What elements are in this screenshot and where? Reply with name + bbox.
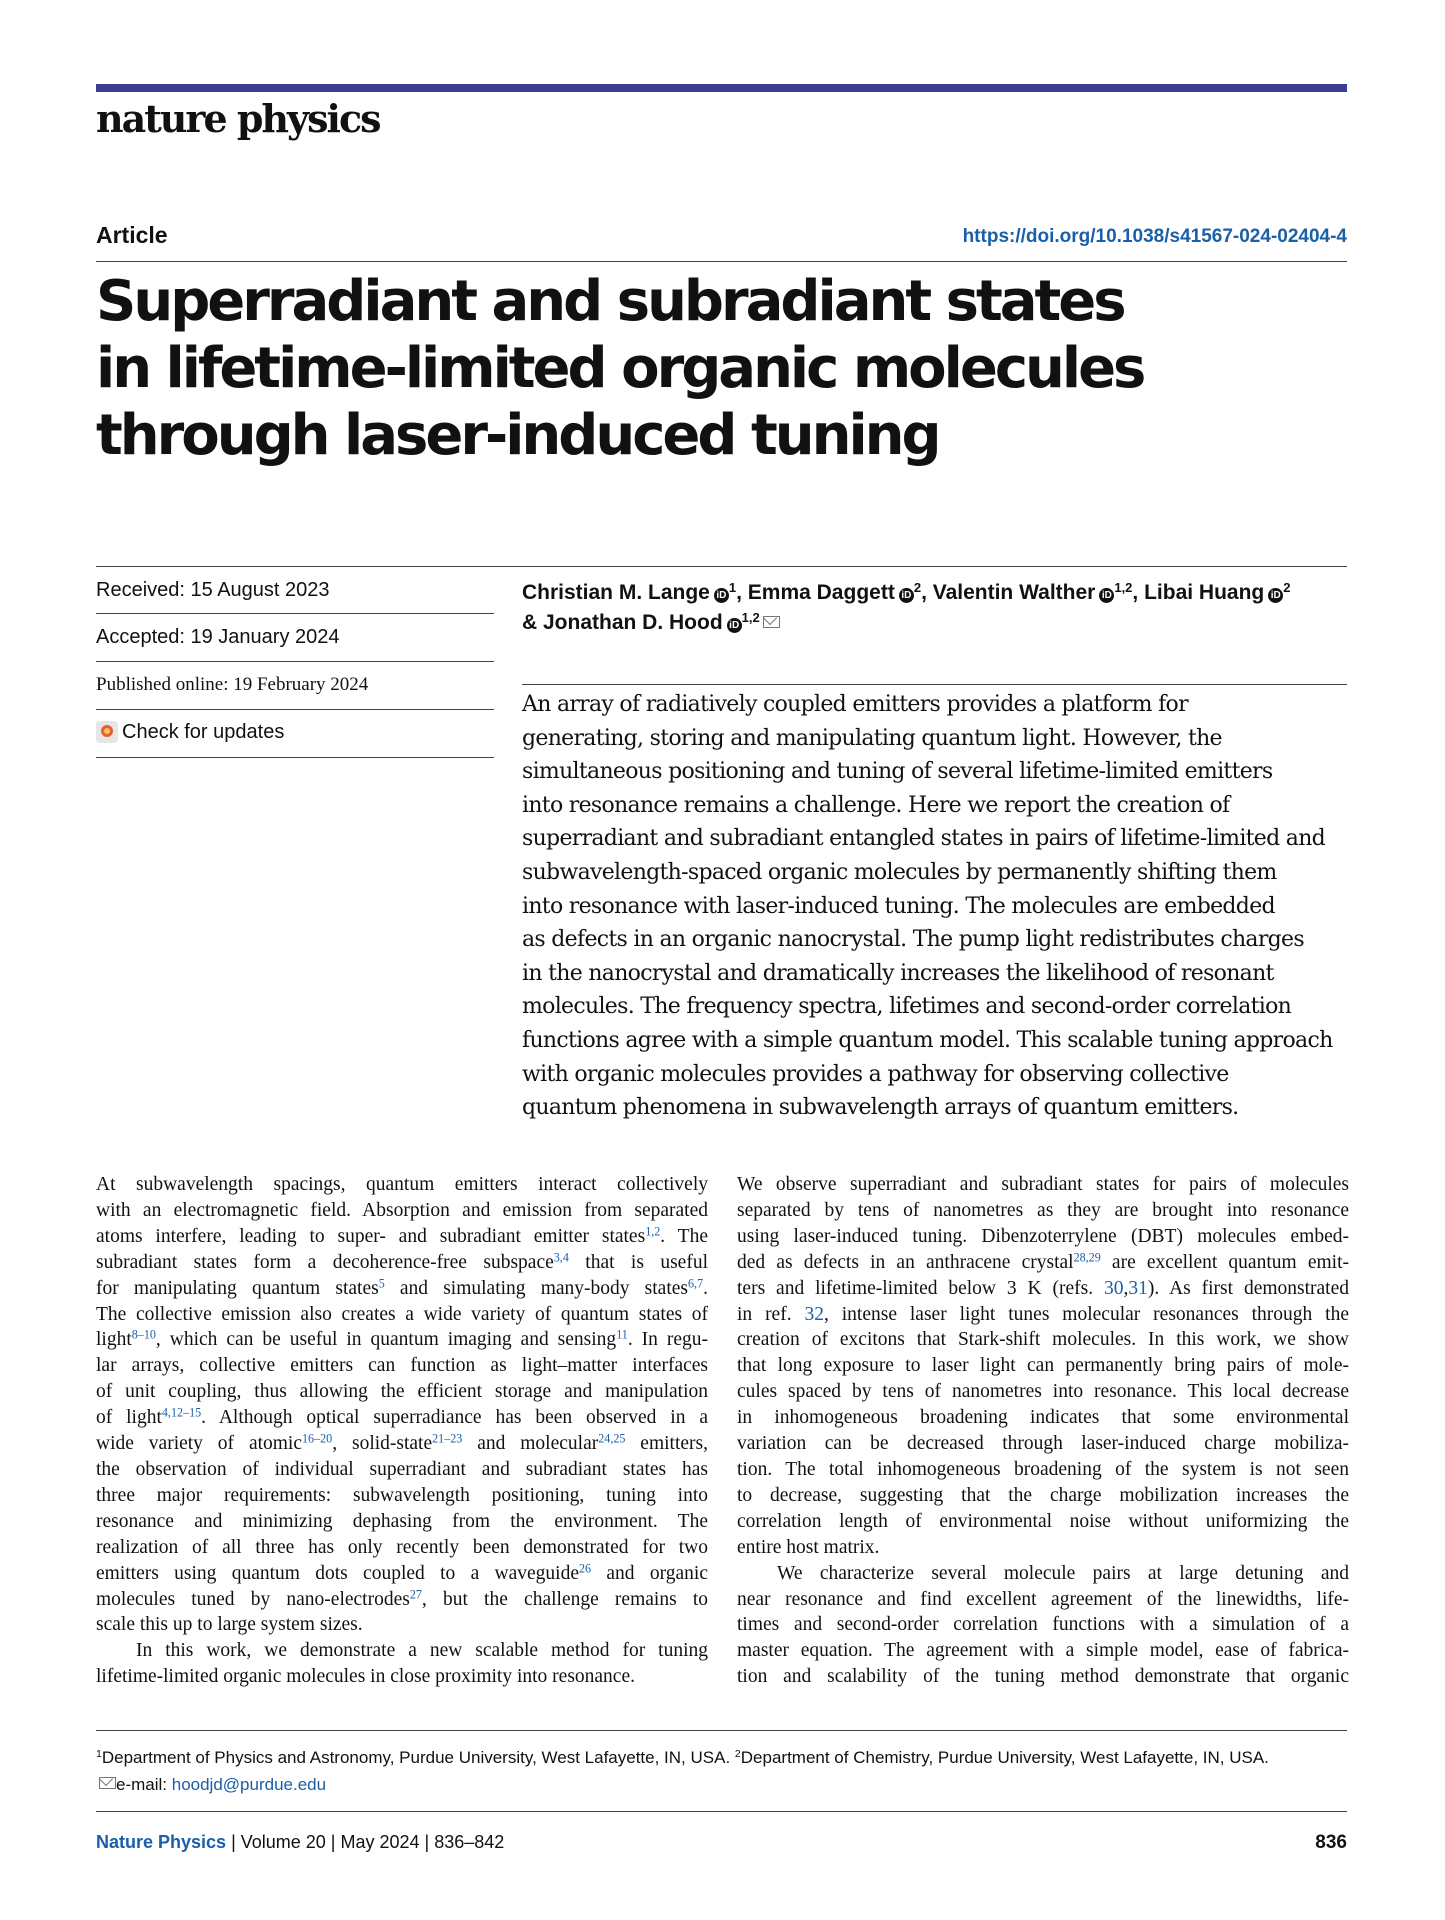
- body-line: tion and scalability of the tuning method demonstrate that organic: [737, 1666, 1349, 1688]
- orcid-icon[interactable]: iD: [1268, 588, 1283, 603]
- author-name: Jonathan D. Hood: [543, 611, 723, 634]
- divider: [96, 613, 494, 614]
- orcid-icon[interactable]: iD: [1099, 588, 1114, 603]
- citation-link[interactable]: 32: [804, 1303, 824, 1325]
- body-line: for manipulating quantum states$^5$ and simulating many-body states$^{6,7}$.: [96, 1275, 708, 1299]
- abstract-line: molecules. The frequency spectra, lifetimes and second-order correlation: [522, 994, 1292, 1020]
- body-line: in inhomogeneous broadening indicates that some environmental: [737, 1407, 1349, 1429]
- check-updates-icon: [96, 721, 118, 743]
- abstract-line: generating, storing and manipulating quantum light. However, the: [522, 725, 1222, 751]
- author-affiliation: 2: [1283, 579, 1291, 595]
- footer-journal[interactable]: Nature Physics: [96, 1832, 227, 1852]
- page-footer: [96, 1832, 1347, 1853]
- body-line: molecules tuned by nano-electrodes$^{27}$, but the challenge remains to: [96, 1586, 708, 1610]
- body-line: atoms interfere, leading to super- and subradiant emitter states$^{1,2}$. The: [96, 1224, 708, 1247]
- body-line: ters and lifetime-limited below 3 K (refs. 30,31). As first demonstrated: [737, 1277, 1349, 1299]
- author-affiliation: 1,2: [741, 609, 760, 625]
- divider: [96, 1811, 1347, 1812]
- divider: [96, 661, 494, 662]
- orcid-icon[interactable]: iD: [899, 588, 914, 603]
- divider: [96, 566, 1347, 567]
- abstract-line: functions agree with a simple quantum model. This scalable tuning approach: [522, 1027, 1333, 1053]
- abstract-line: with organic molecules provides a pathway for observing collective: [522, 1061, 1229, 1087]
- abstract-line: into resonance remains a challenge. Here we report the creation of: [522, 792, 1230, 818]
- article-type: Article: [96, 222, 168, 248]
- page-number: 836: [1315, 1832, 1347, 1853]
- envelope-icon[interactable]: [763, 616, 780, 628]
- body-line: that long exposure to laser light can permanently bring pairs of mole-: [737, 1355, 1349, 1377]
- body-line: We observe superradiant and subradiant states for pairs of molecules: [737, 1174, 1349, 1195]
- body-line: with an electromagnetic field. Absorption and emission from separated: [96, 1199, 708, 1221]
- footnote: [96, 1744, 1356, 1798]
- check-updates-label: Check for updates: [122, 721, 285, 743]
- body-line: creation of excitons that Stark-shift molecules. In this work, we show: [737, 1329, 1349, 1351]
- orcid-icon[interactable]: iD: [727, 618, 742, 633]
- citation-link[interactable]: 11: [616, 1327, 628, 1342]
- author-name: Valentin Walther: [932, 581, 1096, 604]
- body-line: At subwavelength spacings, quantum emitters interact collectively: [96, 1174, 708, 1195]
- body-line: cules spaced by tens of nanometres into resonance. This local decrease: [737, 1381, 1349, 1403]
- abstract-line: superradiant and subradiant entangled states in pairs of lifetime-limited and: [522, 826, 1326, 852]
- body-line: tion. The total inhomogeneous broadening of the system is not seen: [737, 1458, 1349, 1480]
- body-line: of light$^{4,12-15}$. Although optical superradiance has been observed in a: [96, 1405, 709, 1429]
- footer-issue: | Volume 20 | May 2024 | 836–842: [226, 1832, 505, 1852]
- divider: [96, 261, 1347, 262]
- orcid-icon[interactable]: iD: [714, 588, 729, 603]
- body-line: resonance and minimizing dephasing from the environment. The: [96, 1510, 708, 1532]
- citation-link[interactable]: 24,25: [598, 1431, 626, 1446]
- divider: [522, 684, 1347, 685]
- published-date: Published online: 19 February 2024: [96, 674, 369, 695]
- divider: [96, 757, 494, 758]
- body-line: wide variety of atomic$^{16-20}$, solid-state$^{21-23}$ and molecular$^{24,25}$ emitters,: [96, 1431, 708, 1455]
- abstract-line: quantum phenomena in subwavelength arrays of quantum emitters.: [522, 1095, 1239, 1121]
- citation-link[interactable]: 28,29: [1073, 1250, 1101, 1265]
- citation-link[interactable]: 8–10: [131, 1327, 156, 1342]
- author-affiliation: 1,2: [1114, 579, 1133, 595]
- body-line: correlation length of environmental noise without uniformizing the: [737, 1510, 1349, 1532]
- citation-link[interactable]: 31: [1128, 1277, 1148, 1299]
- header-bar: [96, 84, 1347, 92]
- doi-link[interactable]: https://doi.org/10.1038/s41567-024-02404-4: [962, 226, 1347, 247]
- abstract-line: simultaneous positioning and tuning of several lifetime-limited emitters: [522, 759, 1273, 785]
- body-line: to decrease, suggesting that the charge mobilization increases the: [737, 1484, 1349, 1506]
- body-line: scale this up to large system sizes.: [96, 1614, 363, 1636]
- email-link[interactable]: hoodjd@purdue.edu: [171, 1775, 327, 1794]
- body-line: entire host matrix.: [737, 1536, 880, 1558]
- body-line: in ref. 32, intense laser light tunes molecular resonances through the: [737, 1303, 1349, 1325]
- title-line: in lifetime-limited organic molecules: [96, 336, 1144, 401]
- body-line: the observation of individual superradiant and subradiant states has: [96, 1458, 708, 1480]
- title-line: Superradiant and subradiant states: [96, 269, 1124, 334]
- check-updates-button[interactable]: [96, 721, 284, 744]
- abstract-line: into resonance with laser-induced tuning. The molecules are embedded: [522, 893, 1275, 919]
- abstract: [522, 688, 1350, 1125]
- abstract-line: An array of radiatively coupled emitters provides a platform for: [522, 692, 1188, 717]
- body-line: of unit coupling, thus allowing the efficient storage and manipulation: [96, 1381, 708, 1403]
- accepted-date: Accepted: 19 January 2024: [96, 626, 340, 648]
- title-line: through laser-induced tuning: [96, 403, 939, 468]
- body-column-right: [737, 1172, 1349, 1690]
- envelope-icon: [99, 1777, 116, 1789]
- body-line: emitters using quantum dots coupled to a waveguide$^{26}$ and organic: [96, 1560, 708, 1584]
- body-line: master equation. The agreement with a simple model, ease of fabrica-: [737, 1640, 1349, 1662]
- citation-link[interactable]: 3,4: [553, 1250, 569, 1265]
- body-line: The collective emission also creates a wide variety of quantum states of: [96, 1303, 708, 1325]
- affiliations: $^1$Department of Physics and Astronomy, Purdue University, West Lafayette, IN, USA. $^2$Department of Chemistry, Purdue University, West Lafayette, IN, USA.: [96, 1748, 1269, 1767]
- body-line: subradiant states form a decoherence-free subspace$^{3,4}$ that is useful: [96, 1250, 709, 1273]
- citation-link[interactable]: 4,12–15: [161, 1405, 202, 1420]
- citation-link[interactable]: 27: [409, 1586, 422, 1601]
- author-name: Libai Huang: [1144, 581, 1265, 604]
- body-line: using laser-induced tuning. Dibenzoterrylene (DBT) molecules embed-: [737, 1225, 1349, 1247]
- body-line: separated by tens of nanometres as they are brought into resonance: [737, 1199, 1349, 1221]
- author-name: Emma Daggett: [747, 581, 895, 604]
- body-line: lifetime-limited organic molecules in close proximity into resonance.: [96, 1666, 635, 1688]
- article-title: [96, 268, 1296, 469]
- body-line: light$^{8-10}$, which can be useful in quantum imaging and sensing$^{11}$. In regu-: [96, 1327, 709, 1351]
- body-line: times and second-order correlation functions with a simulation of a: [737, 1614, 1349, 1636]
- body-line: lar arrays, collective emitters can function as light–matter interfaces: [96, 1355, 708, 1377]
- citation-link[interactable]: 6,7: [688, 1275, 704, 1290]
- body-line: variation can be decreased through laser-induced charge mobiliza-: [737, 1433, 1349, 1455]
- journal-logo: nature physics: [96, 96, 380, 141]
- body-column-left: [96, 1172, 708, 1690]
- body-line: realization of all three has only recently been demonstrated for two: [96, 1536, 708, 1558]
- author-list: Christian M. Lange $iD^1$, Emma Daggett $iD^2$, Valentin Walther iD$^{1,2}$, Libai Huang $iD^2$ & Jonathan D. Hood iD$^{1,2}$: [522, 579, 1291, 634]
- abstract-line: subwavelength-spaced organic molecules by permanently shifting them: [522, 859, 1277, 885]
- citation-link[interactable]: 30: [1104, 1277, 1124, 1299]
- citation-link[interactable]: 16–20: [302, 1431, 333, 1446]
- body-line: ded as defects in an anthracene crystal$^{28,29}$ are excellent quantum emit-: [737, 1250, 1349, 1273]
- author-affiliation: 2: [913, 579, 922, 595]
- citation-link[interactable]: 21–23: [432, 1431, 463, 1446]
- body-line: near resonance and find excellent agreement of the linewidths, life-: [737, 1588, 1349, 1610]
- citation-link[interactable]: 26: [579, 1560, 592, 1575]
- correspondence: e-mail: hoodjd@purdue.edu: [96, 1771, 1356, 1798]
- body-line: three major requirements: subwavelength positioning, tuning into: [96, 1484, 708, 1506]
- author-name: Christian M. Lange: [522, 581, 710, 604]
- body-line: In this work, we demonstrate a new scalable method for tuning: [136, 1640, 708, 1662]
- abstract-line: in the nanocrystal and dramatically increases the likelihood of resonant: [522, 960, 1274, 986]
- citation-link[interactable]: 1,2: [645, 1224, 661, 1239]
- abstract-line: as defects in an organic nanocrystal. The pump light redistributes charges: [522, 927, 1304, 953]
- citation-link[interactable]: 5: [378, 1275, 385, 1290]
- divider: [96, 709, 494, 710]
- divider: [96, 1730, 1347, 1731]
- body-line: We characterize several molecule pairs at large detuning and: [777, 1562, 1349, 1584]
- author-affiliation: 1: [728, 579, 737, 595]
- received-date: Received: 15 August 2023: [96, 579, 330, 601]
